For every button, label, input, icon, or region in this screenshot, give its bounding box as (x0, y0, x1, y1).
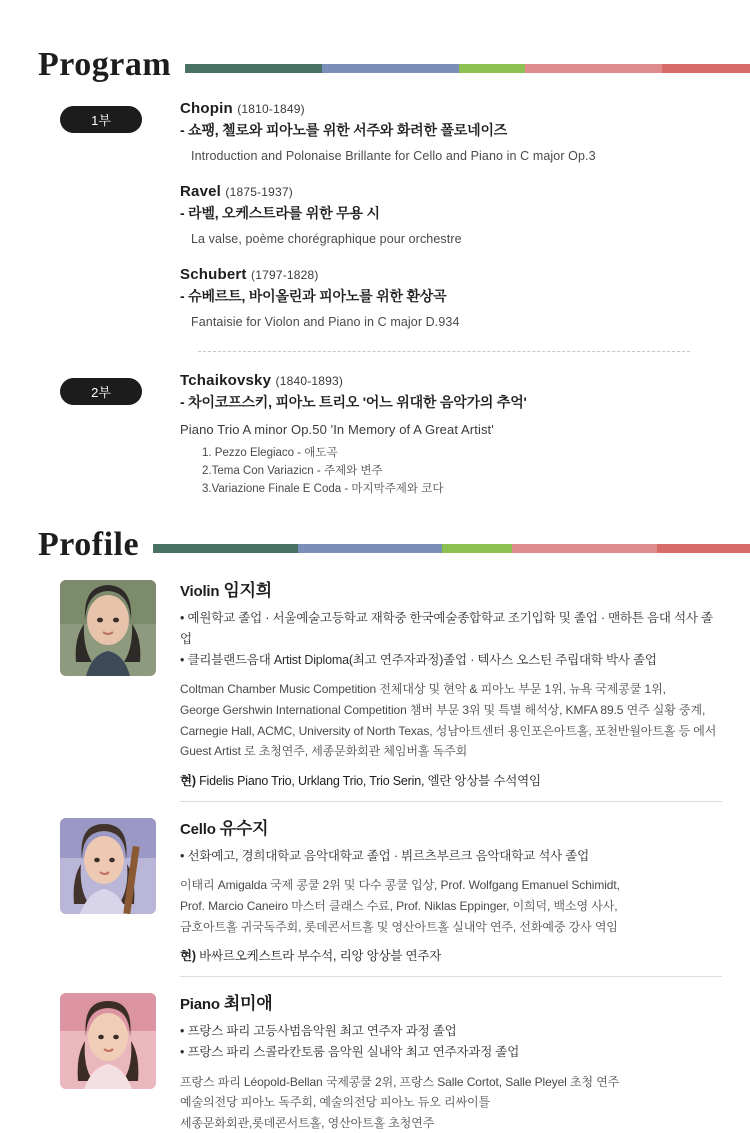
performer-instrument: Violin (180, 583, 220, 601)
work-years: (1810-1849) (237, 102, 305, 116)
performer-name-line (180, 576, 722, 601)
performer-name: 임지희 (223, 581, 273, 601)
profile-body (180, 814, 722, 965)
work-title-kr: - 슈베르트, 바이올린과 피아노를 위한 환상곡 (180, 288, 447, 304)
work-movements (180, 445, 720, 498)
performer-current-line (180, 946, 722, 964)
performer-detail-line: Guest Artist 로 초청연주, 세종문화회관 체임버홀 독주회 (180, 744, 468, 759)
profile-body (180, 989, 722, 1133)
work-title-en: Introduction and Polonaise Brillante for Cello and Piano in C major Op.3 (191, 149, 596, 163)
movement: 1. Pezzo Elegiaco - 애도곡 (202, 447, 338, 459)
performer-photo (60, 993, 156, 1089)
movement: 3.Variazione Finale E Coda - 마지막주제와 코다 (202, 482, 444, 495)
performer-instrument: Piano (180, 996, 220, 1014)
work-composer-line (180, 183, 720, 200)
performer-photo (60, 580, 156, 676)
program-title: Program (38, 46, 172, 83)
performer-name-line (180, 814, 722, 839)
performer-bullet: • 클리블랜드음대 Artist Diploma(최고 연주자과정)졸업 · 텍사스 오스틴 주립대학 박사 졸업 (180, 652, 657, 667)
performer-detail-line: Prof. Marcio Caneiro 마스터 클래스 수료, Prof. Niklas Eppinger, 이희덕, 백소영 사사, (180, 899, 618, 914)
profile-separator (180, 976, 722, 977)
work-title-en: Piano Trio A minor Op.50 'In Memory of A Great Artist' (180, 422, 494, 437)
work-composer-line (180, 372, 720, 389)
performer-name: 유수지 (219, 818, 269, 838)
performer-current-line (180, 771, 722, 789)
performer-detail-line: Coltman Chamber Music Competition 전체대상 및 현악 & 피아노 부문 1위, 뉴욕 국제콩쿨 1위, (180, 682, 666, 697)
program-part (0, 372, 750, 498)
performer-detail-line: 금호아트홀 귀국독주회, 롯데콘서트홀 및 영산아트홀 실내악 연주, 선화예중 강사 역임 (180, 919, 618, 934)
performer-detail-line: 프랑스 파리 Léopold-Bellan 국제콩쿨 2위, 프랑스 Salle Cortot, Salle Pleyel 초청 연주 (180, 1074, 620, 1089)
performer-bullet: • 프랑스 파리 스콜라칸토룸 음악원 실내악 최고 연주자과정 졸업 (180, 1044, 520, 1059)
performer-bullet: • 선화예고, 경희대학교 음악대학교 졸업 · 뷔르츠부르크 음악대학교 석사 졸업 (180, 848, 589, 863)
performer-bullets (180, 846, 722, 867)
performer-details (180, 875, 722, 937)
performer-photo (60, 818, 156, 914)
work-title-en: La valse, poème chorégraphique pour orchestre (191, 232, 462, 246)
performer-detail-line: 예술의전당 피아노 독주회, 예술의전당 피아노 듀오 리싸이틀 (180, 1095, 490, 1110)
profile-section-header (0, 528, 750, 562)
profile-entry (0, 814, 750, 965)
program-body (0, 100, 750, 498)
profile-entry (0, 576, 750, 788)
work-composer: Ravel (180, 183, 222, 200)
profile-body (180, 576, 722, 788)
program-section-header (0, 48, 750, 82)
work-title-kr: - 차이코프스키, 피아노 트리오 '어느 위대한 음악가의 추억' (180, 394, 527, 410)
performer-detail-line: 이태리 Amigalda 국제 콩쿨 2위 및 다수 콩쿨 입상, Prof. Wolfgang Emanuel Schimidt, (180, 878, 620, 893)
program-part (0, 100, 750, 329)
performer-current-label: 현) (180, 773, 196, 788)
performer-details (180, 679, 722, 762)
performer-instrument: Cello (180, 820, 216, 838)
performer-current: Fidelis Piano Trio, Urklang Trio, Trio Serin, 엘란 앙상블 수석역임 (199, 773, 541, 788)
work-composer: Tchaikovsky (180, 372, 272, 389)
program-work (180, 266, 720, 329)
movement: 2.Tema Con Variazicn - 주제와 변주 (202, 464, 383, 477)
work-years: (1840-1893) (275, 374, 344, 388)
work-composer: Schubert (180, 266, 247, 283)
work-years: (1875-1937) (225, 185, 293, 199)
work-years: (1797-1828) (251, 268, 319, 282)
part-badge: 1부 (60, 106, 142, 133)
performer-detail-line: George Gershwin International Competition 챔버 부문 3위 및 특별 해석상, KMFA 89.5 연주 실황 중계, (180, 702, 706, 717)
program-work (180, 100, 720, 163)
part-badge: 2부 (60, 378, 142, 405)
part-content (180, 372, 750, 498)
work-title-kr: - 라벨, 오케스트라를 위한 무용 시 (180, 205, 380, 221)
performer-name-line (180, 989, 722, 1014)
performer-current: 바싸르오케스트라 부수석, 리앙 앙상블 연주자 (199, 949, 442, 964)
program-work (180, 372, 720, 498)
work-composer-line (180, 266, 720, 283)
performer-bullet: • 프랑스 파리 고등사범음악원 최고 연주자 과정 졸업 (180, 1024, 457, 1039)
performer-name: 최미애 (223, 994, 273, 1014)
performer-bullet: • 예원학교 졸업 · 서울예술고등학교 재학중 한국예술종합학교 조기입학 및 졸업 · 맨하튼 음대 석사 졸업 (180, 611, 713, 647)
profile-color-bar (153, 544, 750, 553)
performer-bullets (180, 1021, 722, 1062)
program-work (180, 183, 720, 246)
profile-title: Profile (38, 526, 140, 564)
performer-current-label: 현) (180, 949, 196, 964)
program-color-bar (185, 64, 750, 73)
performer-detail-line: Carnegie Hall, ACMC, University of North Texas, 성남아트센터 용인포은아트홀, 포천반월아트홀 등 에서 (180, 723, 717, 738)
program-divider (198, 351, 690, 352)
part-content (180, 100, 750, 329)
profile-list (0, 576, 750, 1133)
work-composer-line (180, 100, 720, 117)
work-composer: Chopin (180, 100, 233, 117)
work-title-en: Fantaisie for Violon and Piano in C major D.934 (191, 315, 460, 329)
performer-details (180, 1072, 722, 1133)
performer-detail-line: 세종문화회관,롯데콘서트홀, 영산아트홀 초청연주 (180, 1115, 435, 1130)
profile-separator (180, 801, 722, 802)
performer-bullets (180, 608, 722, 670)
work-title-kr: - 쇼팽, 첼로와 피아노를 위한 서주와 화려한 폴로네이즈 (180, 122, 508, 138)
profile-entry (0, 989, 750, 1133)
